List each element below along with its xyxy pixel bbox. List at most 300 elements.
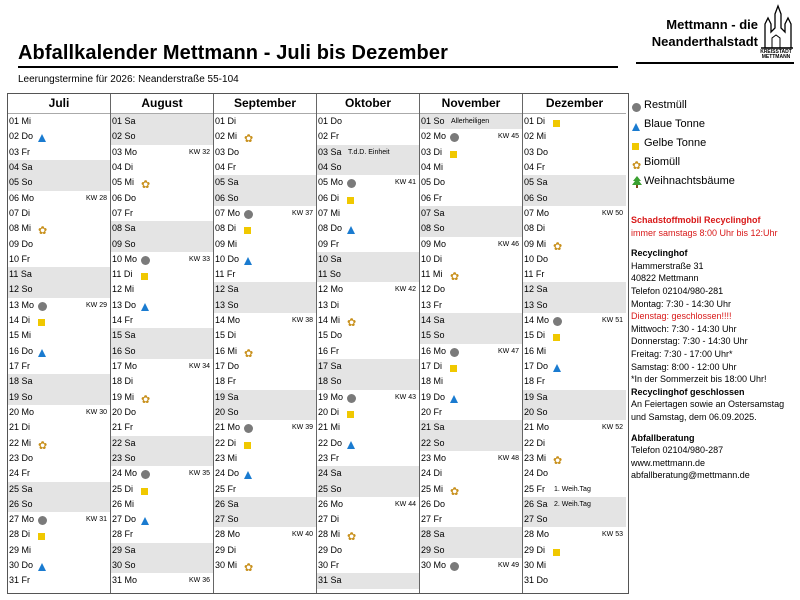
month-header: Dezember — [523, 94, 626, 114]
day-label: 21 Sa — [421, 422, 445, 433]
blaue-tonne-icon — [38, 134, 46, 142]
day-row — [8, 298, 110, 313]
day-label: 31 Fr — [9, 575, 31, 586]
day-label: 26 Sa — [215, 498, 239, 509]
info-panel — [631, 214, 799, 482]
day-row — [111, 573, 213, 588]
day-row — [214, 175, 316, 190]
day-row — [420, 282, 522, 297]
day-label: 08 Mi — [9, 223, 32, 234]
gelbe-tonne-icon — [347, 197, 354, 204]
blaue-tonne-icon — [244, 257, 252, 265]
day-label: 21 Di — [9, 422, 31, 433]
brand-underline — [636, 62, 794, 64]
week-number: KW 38 — [291, 317, 313, 325]
blaue-tonne-icon — [450, 395, 458, 403]
week-number: KW 47 — [497, 347, 519, 355]
restmuell-icon — [450, 348, 459, 357]
day-row — [8, 512, 110, 527]
day-label: 05 Do — [421, 177, 446, 188]
day-label: 12 So — [9, 284, 33, 295]
day-row — [111, 313, 213, 328]
day-label: 10 Do — [524, 253, 549, 264]
day-label: 27 So — [215, 514, 239, 525]
day-label: 15 Mi — [9, 330, 32, 341]
day-row — [111, 527, 213, 542]
day-label: 18 Sa — [9, 376, 33, 387]
gelbe-tonne-icon — [632, 143, 639, 150]
day-row — [317, 252, 419, 267]
day-label: 04 So — [318, 161, 342, 172]
day-row — [214, 558, 316, 573]
day-row — [111, 344, 213, 359]
day-label: 27 Di — [318, 514, 340, 525]
day-row — [317, 282, 419, 297]
day-row — [420, 390, 522, 405]
day-label: 10 Do — [215, 253, 240, 264]
day-label: 10 Di — [421, 253, 443, 264]
day-row — [111, 191, 213, 206]
day-row — [8, 405, 110, 420]
restmuell-icon — [38, 516, 47, 525]
day-label: 02 Mi — [524, 131, 547, 142]
day-label: 18 So — [318, 376, 342, 387]
month-column-juli — [8, 94, 111, 593]
brand-line-1: Mettmann - die — [666, 17, 758, 32]
day-row — [8, 237, 110, 252]
week-number: KW 30 — [85, 408, 107, 416]
legend-item — [632, 134, 735, 153]
month-column-november — [420, 94, 523, 593]
day-row — [420, 451, 522, 466]
day-label: 04 Fr — [524, 161, 546, 172]
week-number: KW 44 — [394, 500, 416, 508]
day-row — [111, 405, 213, 420]
day-row — [420, 114, 522, 129]
day-row — [317, 359, 419, 374]
day-label: 14 Mi — [318, 315, 341, 326]
day-row — [317, 374, 419, 389]
day-row — [317, 129, 419, 144]
day-label: 30 Mi — [524, 560, 547, 571]
day-row — [523, 466, 626, 481]
restmuell-icon — [347, 394, 356, 403]
week-number: KW 33 — [188, 255, 210, 263]
blaue-tonne-icon — [632, 123, 640, 131]
day-label: 06 So — [215, 192, 239, 203]
day-label: 03 Do — [524, 146, 549, 157]
day-row — [214, 497, 316, 512]
day-row — [523, 237, 626, 252]
day-row — [523, 497, 626, 512]
day-label: 23 Do — [9, 452, 34, 463]
day-label: 05 Sa — [215, 177, 239, 188]
weihnachtsbaum-icon — [632, 179, 642, 191]
day-row — [523, 175, 626, 190]
restmuell-icon — [553, 317, 562, 326]
day-label: 22 Do — [318, 437, 343, 448]
day-row — [111, 221, 213, 236]
biomuell-icon: ✿ — [347, 531, 357, 544]
day-label: 27 Do — [112, 514, 137, 525]
week-number: KW 43 — [394, 393, 416, 401]
gelbe-tonne-icon — [244, 227, 251, 234]
day-label: 14 Sa — [421, 315, 445, 326]
day-row — [111, 359, 213, 374]
day-row — [420, 237, 522, 252]
day-label: 18 Mi — [421, 376, 444, 387]
day-row — [420, 160, 522, 175]
day-row — [317, 344, 419, 359]
biomuell-icon: ✿ — [38, 225, 48, 238]
day-row — [523, 558, 626, 573]
day-label: 13 So — [215, 299, 239, 310]
blaue-tonne-icon — [244, 471, 252, 479]
month-header: Oktober — [317, 94, 419, 114]
day-label: 18 Fr — [215, 376, 237, 387]
day-row — [214, 482, 316, 497]
day-label: 07 Mi — [318, 207, 341, 218]
day-label: 04 Sa — [9, 161, 33, 172]
day-label: 17 Do — [524, 361, 549, 371]
week-number: KW 41 — [394, 179, 416, 187]
day-label: 02 So — [112, 131, 136, 142]
day-label: 02 Do — [9, 131, 34, 142]
day-row — [317, 114, 419, 129]
day-row — [214, 405, 316, 420]
day-label: 08 Di — [215, 223, 237, 234]
day-row — [8, 267, 110, 282]
day-row — [8, 145, 110, 160]
day-label: 11 Fr — [524, 269, 545, 280]
day-row — [523, 390, 626, 405]
day-label: 16 Fr — [318, 345, 340, 356]
day-row — [214, 129, 316, 144]
day-row — [214, 512, 316, 527]
day-row — [111, 175, 213, 190]
day-label: 16 So — [112, 345, 136, 356]
day-label: 30 So — [112, 560, 136, 571]
gelbe-tonne-icon — [450, 151, 457, 158]
day-row — [8, 252, 110, 267]
day-label: 16 Mi — [215, 345, 238, 356]
day-label: 30 Mo — [421, 560, 447, 571]
day-row — [214, 390, 316, 405]
day-row — [214, 374, 316, 389]
day-label: 06 So — [524, 192, 548, 203]
day-row — [523, 527, 626, 542]
day-label: 28 Mo — [524, 529, 550, 540]
week-number: KW 36 — [188, 577, 210, 585]
day-label: 12 Do — [421, 284, 446, 295]
day-label: 04 Mi — [421, 161, 444, 172]
week-number: KW 31 — [85, 516, 107, 524]
day-label: 04 Fr — [215, 161, 237, 172]
day-row — [111, 145, 213, 160]
day-row — [317, 573, 419, 588]
day-row — [214, 344, 316, 359]
day-label: 31 Mo — [112, 575, 138, 586]
collection-marker — [450, 561, 459, 576]
day-row — [523, 206, 626, 221]
day-row — [111, 390, 213, 405]
month-header: Juli — [8, 94, 110, 114]
day-label: 22 So — [421, 437, 445, 448]
biomuell-icon: ✿ — [244, 562, 254, 575]
day-label: 11 So — [318, 269, 341, 280]
legend-item — [632, 96, 735, 115]
day-label: 18 Di — [112, 376, 134, 387]
day-label: 01 Sa — [112, 116, 136, 126]
restmuell-icon — [632, 103, 641, 112]
day-row — [523, 160, 626, 175]
gelbe-tonne-icon — [553, 334, 560, 341]
day-label: 15 Di — [524, 330, 546, 341]
week-number: KW 35 — [188, 470, 210, 478]
day-label: 26 Sa — [524, 498, 548, 509]
day-row — [214, 298, 316, 313]
day-label: 16 Do — [9, 345, 34, 356]
blaue-tonne-icon — [347, 226, 355, 234]
hours-monday: Montag: 7:30 - 14:30 Uhr — [631, 298, 732, 309]
restmuell-icon — [141, 256, 150, 265]
day-row — [523, 543, 626, 558]
day-row — [214, 114, 316, 129]
restmuell-icon — [244, 424, 253, 433]
day-row — [420, 252, 522, 267]
day-label: 30 Fr — [318, 560, 340, 571]
day-row — [214, 145, 316, 160]
week-number: KW 40 — [291, 531, 313, 539]
biomuell-icon: ✿ — [141, 179, 151, 192]
day-row — [214, 527, 316, 542]
gelbe-tonne-icon — [244, 442, 251, 449]
day-row — [8, 558, 110, 573]
brand-text — [640, 16, 758, 50]
month-header: August — [111, 94, 213, 114]
biomuell-icon: ✿ — [632, 160, 642, 172]
day-label: 11 Sa — [9, 269, 32, 280]
recyclinghof-phone: Telefon 02104/980-281 — [631, 285, 724, 296]
day-label: 08 So — [421, 223, 445, 234]
day-row — [111, 466, 213, 481]
day-label: 26 So — [9, 498, 33, 509]
day-label: 17 Sa — [318, 361, 342, 371]
day-label: 25 Mi — [421, 483, 444, 494]
gelbe-tonne-icon — [141, 488, 148, 495]
day-label: 11 Fr — [215, 269, 236, 280]
day-label: 25 So — [318, 483, 342, 494]
day-label: 08 Do — [318, 223, 343, 234]
day-label: 28 Mo — [215, 529, 241, 540]
day-label: 05 So — [9, 177, 33, 188]
day-label: 28 Mi — [318, 529, 341, 540]
day-label: 17 Mo — [112, 361, 138, 371]
day-row — [317, 451, 419, 466]
closed-title: Recyclinghof geschlossen — [631, 386, 745, 397]
day-label: 20 Fr — [421, 406, 443, 417]
day-label: 09 Do — [9, 238, 34, 249]
day-row — [214, 221, 316, 236]
hours-summer-note: *In der Sommerzeit bis 18:00 Uhr! — [631, 374, 767, 385]
day-row — [523, 436, 626, 451]
day-label: 19 Sa — [524, 391, 548, 402]
day-row — [523, 359, 626, 374]
day-label: 30 Mi — [215, 560, 238, 571]
day-label: 05 Mo — [318, 177, 344, 188]
page-title: Abfallkalender Mettmann - Juli bis Dezember — [18, 42, 448, 64]
day-label: 05 Sa — [524, 177, 548, 188]
day-label: 30 Do — [9, 560, 34, 571]
day-row — [8, 451, 110, 466]
day-row — [8, 527, 110, 542]
restmuell-icon — [450, 133, 459, 142]
day-label: 19 Sa — [215, 391, 239, 402]
legend-item — [632, 153, 735, 172]
day-row — [111, 420, 213, 435]
day-label: 29 Sa — [112, 544, 136, 555]
biomuell-icon: ✿ — [244, 133, 254, 146]
day-row — [523, 374, 626, 389]
week-number: KW 50 — [601, 209, 623, 217]
day-row — [420, 466, 522, 481]
day-row — [111, 543, 213, 558]
hours-thursday: Donnerstag: 7:30 - 14:30 Uhr — [631, 336, 748, 347]
day-row — [523, 451, 626, 466]
day-row — [523, 129, 626, 144]
calendar-grid — [7, 93, 629, 594]
legend-symbol — [632, 176, 642, 195]
biomuell-icon: ✿ — [38, 439, 48, 452]
day-label: 13 Do — [112, 299, 137, 310]
day-label: 12 Sa — [215, 284, 239, 295]
day-label: 28 Di — [9, 529, 31, 540]
day-row — [420, 221, 522, 236]
day-label: 06 Do — [112, 192, 137, 203]
day-row — [8, 374, 110, 389]
day-row — [317, 420, 419, 435]
day-label: 21 Mi — [318, 422, 341, 433]
biomuell-icon: ✿ — [450, 271, 460, 284]
day-row — [317, 160, 419, 175]
day-label: 11 Di — [112, 269, 133, 280]
day-label: 28 Fr — [112, 529, 134, 540]
blaue-tonne-icon — [553, 364, 561, 372]
day-row — [111, 282, 213, 297]
day-row — [8, 191, 110, 206]
day-label: 09 Mo — [421, 238, 447, 249]
day-row — [523, 420, 626, 435]
day-row — [214, 313, 316, 328]
week-number: KW 28 — [85, 194, 107, 202]
gelbe-tonne-icon — [38, 319, 45, 326]
month-column-august — [111, 94, 214, 593]
day-row — [111, 267, 213, 282]
brand-line-2: Neanderthalstadt — [651, 34, 758, 49]
day-label: 22 Di — [524, 437, 546, 448]
day-row — [420, 129, 522, 144]
day-row — [8, 390, 110, 405]
day-label: 10 Fr — [9, 253, 31, 264]
day-label: 05 Mi — [112, 177, 135, 188]
day-row — [111, 252, 213, 267]
legend-label: Biomüll — [644, 156, 681, 168]
title-underline — [18, 66, 618, 68]
day-row — [420, 175, 522, 190]
holiday-note: 2. Weih.Tag — [554, 500, 591, 508]
week-number: KW 45 — [497, 133, 519, 141]
day-row — [523, 482, 626, 497]
day-label: 31 Sa — [318, 575, 342, 586]
day-label: 01 Do — [318, 116, 343, 126]
advice-website[interactable]: www.mettmann.de — [631, 457, 706, 468]
holiday-note: Allerheiligen — [451, 118, 490, 125]
day-row — [420, 359, 522, 374]
day-label: 22 Mi — [9, 437, 32, 448]
day-label: 15 So — [421, 330, 445, 341]
day-label: 12 Sa — [524, 284, 548, 295]
biomuell-icon: ✿ — [450, 485, 460, 498]
day-label: 20 So — [215, 406, 239, 417]
day-label: 24 Mo — [112, 468, 138, 479]
gelbe-tonne-icon — [141, 273, 148, 280]
day-row — [523, 344, 626, 359]
day-row — [214, 267, 316, 282]
day-label: 08 Di — [524, 223, 546, 234]
day-row — [420, 497, 522, 512]
day-label: 24 Sa — [318, 468, 342, 479]
advice-email[interactable]: abfallberatung@mettmann.de — [631, 470, 750, 481]
day-label: 03 Mo — [112, 146, 138, 157]
day-row — [317, 405, 419, 420]
day-label: 13 So — [524, 299, 548, 310]
day-label: 20 Do — [112, 406, 137, 417]
day-label: 14 Mo — [524, 315, 550, 326]
day-row — [214, 359, 316, 374]
day-label: 04 Di — [112, 161, 134, 172]
recyclinghof-title: Recyclinghof — [631, 248, 688, 259]
day-label: 16 Mo — [421, 345, 447, 356]
day-row — [523, 405, 626, 420]
day-row — [8, 344, 110, 359]
day-row — [8, 129, 110, 144]
gelbe-tonne-icon — [450, 365, 457, 372]
day-row — [111, 160, 213, 175]
holiday-note: 1. Weih.Tag — [554, 485, 591, 493]
day-label: 01 Di — [524, 116, 546, 126]
day-row — [420, 206, 522, 221]
day-label: 24 Do — [524, 468, 549, 479]
day-row — [111, 512, 213, 527]
day-row — [8, 466, 110, 481]
day-label: 23 Mi — [215, 452, 238, 463]
day-row — [8, 313, 110, 328]
church-logo-icon — [759, 4, 793, 50]
day-row — [420, 420, 522, 435]
day-label: 11 Mi — [421, 269, 443, 280]
day-row — [111, 328, 213, 343]
legend-label: Weihnachtsbäume — [644, 175, 735, 187]
blaue-tonne-icon — [38, 349, 46, 357]
day-row — [111, 374, 213, 389]
day-label: 13 Mo — [9, 299, 35, 310]
day-row — [214, 252, 316, 267]
address-street: Hammerstraße 31 — [631, 260, 704, 271]
logo-text-2: METTMANN — [761, 54, 791, 60]
day-label: 29 Do — [318, 544, 343, 555]
day-row — [523, 512, 626, 527]
day-label: 02 Mo — [421, 131, 447, 142]
